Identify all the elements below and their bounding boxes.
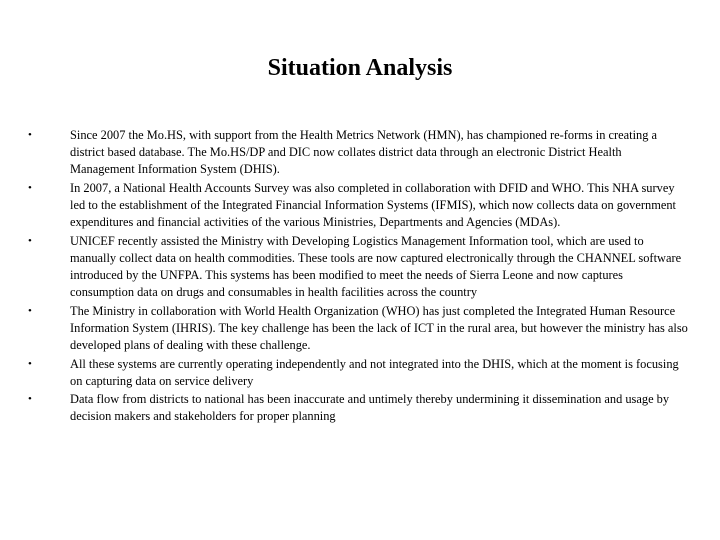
bullet-dot-icon: • — [28, 234, 32, 247]
bullet-dot-icon: • — [28, 181, 32, 194]
bullet-item-who-ihris — [28, 303, 688, 354]
bullet-dot-icon: • — [28, 393, 32, 406]
bullet-text: All these systems are currently operating independently and not integrated into the DHIS, which at the moment is focusing on capturing data on service delivery — [70, 356, 679, 388]
bullet-item-unicef-logistics — [28, 233, 688, 301]
bullet-text: Since 2007 the Mo.HS, with support from the Health Metrics Network (HMN), has championed re-forms in creating a district based database. The Mo.HS/DP and DIC now collates district data through an electronic District Health Management Information System (DHIS). — [70, 128, 658, 177]
bullet-item-nha-ifmis — [28, 180, 688, 231]
bullet-text: The Ministry in collaboration with World Health Organization (WHO) has just completed the Integrated Human Resource Information System (IHRIS). The key challenge has been the lack of ICT in the rural area, but however the ministry has also developed plans of dealing with these challenge. — [70, 303, 688, 352]
bullet-text: In 2007, a National Health Accounts Survey was also completed in collaboration with DFID and WHO. This NHA survey led to the establishment of the Integrated Financial Information Systems (IFMIS), which now collects data on government expenditures and financial activities of the various Ministries, Departments and Agencies (MDAs). — [70, 180, 676, 230]
bullet-item-systems-not-integrated — [28, 356, 688, 390]
bullet-text: UNICEF recently assisted the Ministry with Developing Logistics Management Information tool, which are used to manually collect data on health commodities. These tools are now captured electronically through the CHANNEL software introduced by the UNFPA. This systems has been modified to meet the needs of Sierra Leone and now captures consumption data on drugs and consumables in health facilities across the country — [70, 233, 682, 300]
bullet-dot-icon: • — [28, 304, 32, 317]
bullet-dot-icon: • — [28, 129, 32, 141]
bullet-list — [28, 127, 688, 427]
bullet-item-data-flow — [28, 391, 688, 425]
slide-title: Situation Analysis — [267, 55, 453, 81]
bullet-text: Data flow from districts to national has been inaccurate and untimely thereby undermining it dissemination and usage by decision makers and stakeholders for proper planning — [70, 392, 670, 424]
bullet-item-hmn-dhis — [28, 127, 688, 178]
bullet-dot-icon: • — [28, 357, 32, 370]
